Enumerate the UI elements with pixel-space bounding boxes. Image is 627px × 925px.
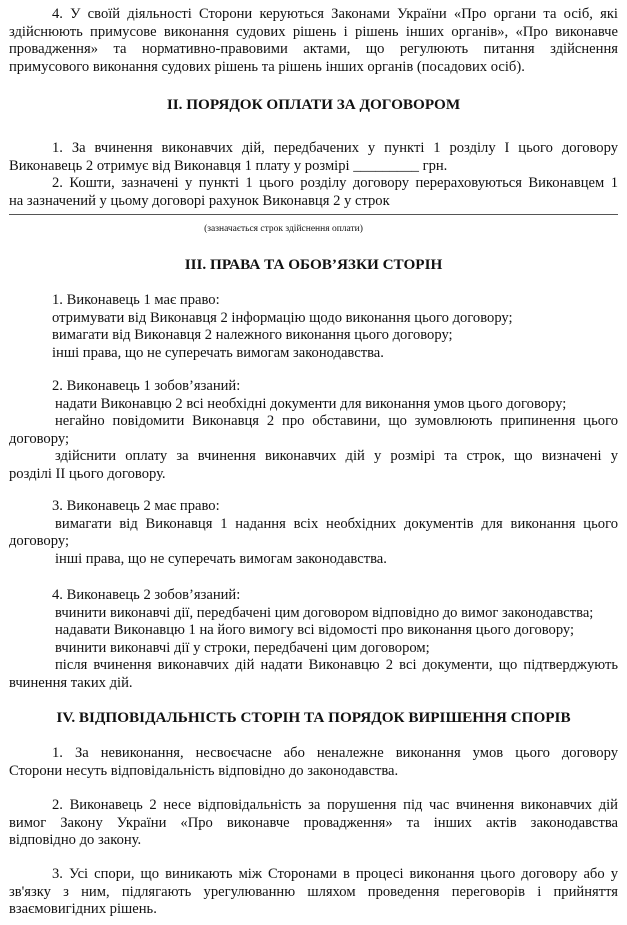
text-line: 1. За вчинення виконавчих дій, передбачених у пункті 1 розділу І цього договору: [52, 140, 618, 156]
text-line: Сторони несуть відповідальність відповідно до законодавства.: [9, 762, 399, 779]
list-item: інші права, що не суперечать вимогам законодавства.: [52, 344, 384, 361]
text-line: зв'язку з ним, підлягають урегулюванню шляхом проведення переговорів і прийняття: [9, 883, 618, 900]
section4-clause-1: [9, 745, 618, 780]
section4-clause-3: [9, 866, 618, 919]
section3-clause-3: [9, 498, 618, 568]
text-line: 4. У своїй діяльності Сторони керуються Законами України «Про органи та осіб, які: [52, 6, 618, 22]
term-fill-line: [9, 214, 618, 215]
text-line: відповідно до закону.: [9, 832, 142, 848]
text-line: договору;: [9, 430, 69, 447]
section1-clause-4: [9, 6, 618, 76]
list-item: здійснити оплату за вчинення виконавчих дій у розмірі та строк, що визначені у: [55, 448, 618, 464]
list-item: негайно повідомити Виконавця 2 про обставини, що зумовлюють припинення цього: [55, 413, 618, 429]
list-item: вчинити виконавчі дії у строки, передбачені цим договором;: [55, 639, 430, 656]
text-line: здійснюють примусове виконання судових рішень і рішень інших органів», «Про виконавче: [9, 23, 618, 40]
amount-blank: _________: [353, 157, 419, 174]
list-item: вимагати від Виконавця 2 належного виконання цього договору;: [52, 327, 453, 343]
text-fragment: Виконавець 2 отримує від Виконавця 1 плату у розмірі: [9, 157, 350, 174]
term-note: (зазначається строк здійснення оплати): [204, 224, 363, 234]
clause-title: 4. Виконавець 2 зобов’язаний:: [52, 587, 241, 603]
text-line: 2. Кошти, зазначені у пункті 1 цього розділу договору перераховуються Виконавцем 1: [52, 175, 618, 191]
text-line: [9, 158, 618, 176]
list-item: інші права, що не суперечать вимогам законодавства.: [55, 550, 387, 567]
text-line: примусового виконання судових рішень та рішень інших органів (посадових осіб).: [9, 58, 525, 75]
list-item: вчинити виконавчі дії, передбачені цим договором відповідно до вимог законодавства;: [55, 604, 594, 621]
section4-heading: IV. ВІДПОВІДАЛЬНІСТЬ СТОРІН ТА ПОРЯДОК ВИРІШЕННЯ СПОРІВ: [56, 709, 571, 726]
section4-clause-2: [9, 797, 618, 850]
section3-clause-4: [9, 587, 618, 692]
section3-clause-1: [9, 292, 618, 362]
text-line: 2. Виконавець 2 несе відповідальність за порушення під час вчинення виконавчих дій: [52, 797, 618, 813]
section2-heading: ІІ. ПОРЯДОК ОПЛАТИ ЗА ДОГОВОРОМ: [166, 96, 461, 113]
text-line: вимог Закону України «Про виконавче провадження» та інших актів законодавства: [9, 814, 618, 831]
text-line: 3. Усі спори, що виникають між Сторонами в процесі виконання цього договору або у: [52, 866, 618, 882]
text-line: вчинення таких дій.: [9, 674, 133, 691]
text-line: розділі ІІ цього договору.: [9, 465, 166, 482]
currency-label: грн.: [422, 157, 448, 174]
clause-title: 3. Виконавець 2 має право:: [52, 498, 220, 514]
text-line: провадження» та нормативно-правовими актами, що регулюють питання здійснення: [9, 41, 618, 57]
text-line: 1. За невиконання, несвоєчасне або неналежне виконання умов цього договору: [52, 745, 618, 761]
text-line: на зазначений у цьому договорі рахунок Виконавця 2 у строк: [9, 192, 390, 209]
text-line: взаємовигідних рішень.: [9, 901, 157, 917]
list-item: надати Виконавцю 2 всі необхідні документи для виконання умов цього договору;: [55, 395, 567, 412]
section2-clause-1: [9, 140, 618, 210]
list-item: надавати Виконавцю 1 на його вимогу всі відомості про виконання цього договору;: [55, 622, 575, 638]
list-item: після вчинення виконавчих дій надати Виконавцю 2 всі документи, що підтверджують: [55, 657, 618, 673]
list-item: отримувати від Виконавця 2 інформацію щодо виконання цього договору;: [52, 309, 513, 326]
clause-title: 1. Виконавець 1 має право:: [52, 292, 220, 308]
clause-title: 2. Виконавець 1 зобов’язаний:: [52, 378, 241, 394]
section3-heading: ІІІ. ПРАВА ТА ОБОВ’ЯЗКИ СТОРІН: [184, 256, 443, 273]
text-line: договору;: [9, 533, 69, 549]
section3-clause-2: [9, 378, 618, 483]
list-item: вимагати від Виконавця 1 надання всіх необхідних документів для виконання цього: [55, 515, 618, 532]
